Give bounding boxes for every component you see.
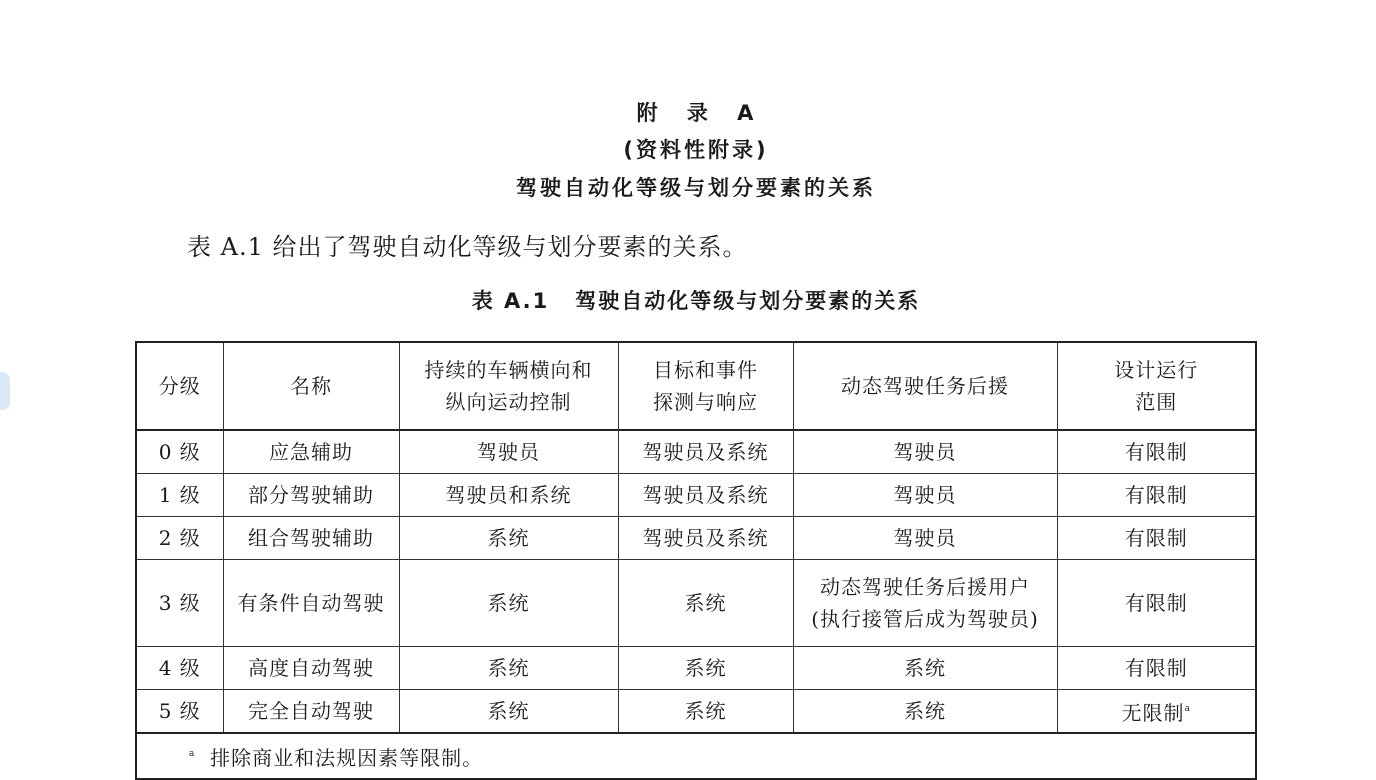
footnote-marker: a	[1184, 704, 1191, 714]
cell-motion-control: 系统	[399, 690, 618, 734]
cell-name: 高度自动驾驶	[223, 647, 399, 690]
cell-level: 1 级	[136, 474, 223, 517]
header-name: 名称	[223, 342, 399, 430]
cell-name: 应急辅助	[223, 430, 399, 474]
table-caption-number: 表 A.1	[471, 289, 550, 313]
cell-motion-control: 系统	[399, 517, 618, 560]
cell-level: 2 级	[136, 517, 223, 560]
cell-ddt-fallback-note: (执行接管后成为驾驶员)	[811, 607, 1039, 631]
cell-level: 3 级	[136, 560, 223, 647]
cell-ddt-fallback: 驾驶员	[793, 474, 1057, 517]
cell-level: 4 级	[136, 647, 223, 690]
cell-ddt-fallback: 系统	[793, 690, 1057, 734]
cell-ddt-fallback: 驾驶员	[793, 517, 1057, 560]
footnote-text: 排除商业和法规因素等限制。	[210, 746, 484, 770]
table-row	[136, 647, 1256, 690]
cell-motion-control: 驾驶员	[399, 430, 618, 474]
page-edge-marker	[0, 372, 10, 410]
table-row	[136, 474, 1256, 517]
table-footnote	[136, 733, 1256, 779]
table-caption	[0, 285, 1376, 315]
header-level: 分级	[136, 342, 223, 430]
cell-name: 组合驾驶辅助	[223, 517, 399, 560]
annex-title: 附 录 A	[636, 101, 756, 125]
header-oedr: 目标和事件 探测与响应	[618, 342, 793, 430]
cell-odd: 有限制	[1057, 474, 1256, 517]
cell-oedr: 驾驶员及系统	[618, 517, 793, 560]
header-ddt-fallback: 动态驾驶任务后援	[793, 342, 1057, 430]
cell-level: 0 级	[136, 430, 223, 474]
table-row	[136, 560, 1256, 647]
cell-odd: 有限制	[1057, 517, 1256, 560]
cell-oedr: 系统	[618, 690, 793, 734]
cell-name: 完全自动驾驶	[223, 690, 399, 734]
cell-odd: 有限制	[1057, 647, 1256, 690]
table-row	[136, 430, 1256, 474]
table-caption-title: 驾驶自动化等级与划分要素的关系	[575, 289, 921, 313]
cell-odd: 有限制	[1057, 560, 1256, 647]
annex-subject: 驾驶自动化等级与划分要素的关系	[516, 176, 876, 200]
header-odd: 设计运行 范围	[1057, 342, 1256, 430]
cell-ddt-fallback: 系统	[793, 647, 1057, 690]
table-header-row	[136, 342, 1256, 430]
cell-motion-control: 系统	[399, 560, 618, 647]
cell-level: 5 级	[136, 690, 223, 734]
cell-name: 部分驾驶辅助	[223, 474, 399, 517]
automation-levels-table	[135, 341, 1257, 780]
footnote-marker: a	[189, 749, 196, 759]
cell-name: 有条件自动驾驶	[223, 560, 399, 647]
cell-motion-control: 系统	[399, 647, 618, 690]
header-motion-control: 持续的车辆横向和 纵向运动控制	[399, 342, 618, 430]
cell-oedr: 系统	[618, 560, 793, 647]
cell-oedr: 驾驶员及系统	[618, 474, 793, 517]
cell-oedr: 驾驶员及系统	[618, 430, 793, 474]
cell-oedr: 系统	[618, 647, 793, 690]
cell-ddt-fallback: 驾驶员	[793, 430, 1057, 474]
annex-type: (资料性附录)	[623, 138, 769, 162]
cell-ddt-fallback: 动态驾驶任务后援用户 (执行接管后成为驾驶员)	[793, 560, 1057, 647]
cell-odd: 无限制$^a$	[1057, 690, 1256, 734]
cell-odd: 有限制	[1057, 430, 1256, 474]
table-row	[136, 690, 1256, 734]
cell-motion-control: 驾驶员和系统	[399, 474, 618, 517]
table-row	[136, 517, 1256, 560]
intro-paragraph: 表 A.1 给出了驾驶自动化等级与划分要素的关系。	[187, 233, 748, 261]
table-footnote-row	[136, 733, 1256, 779]
